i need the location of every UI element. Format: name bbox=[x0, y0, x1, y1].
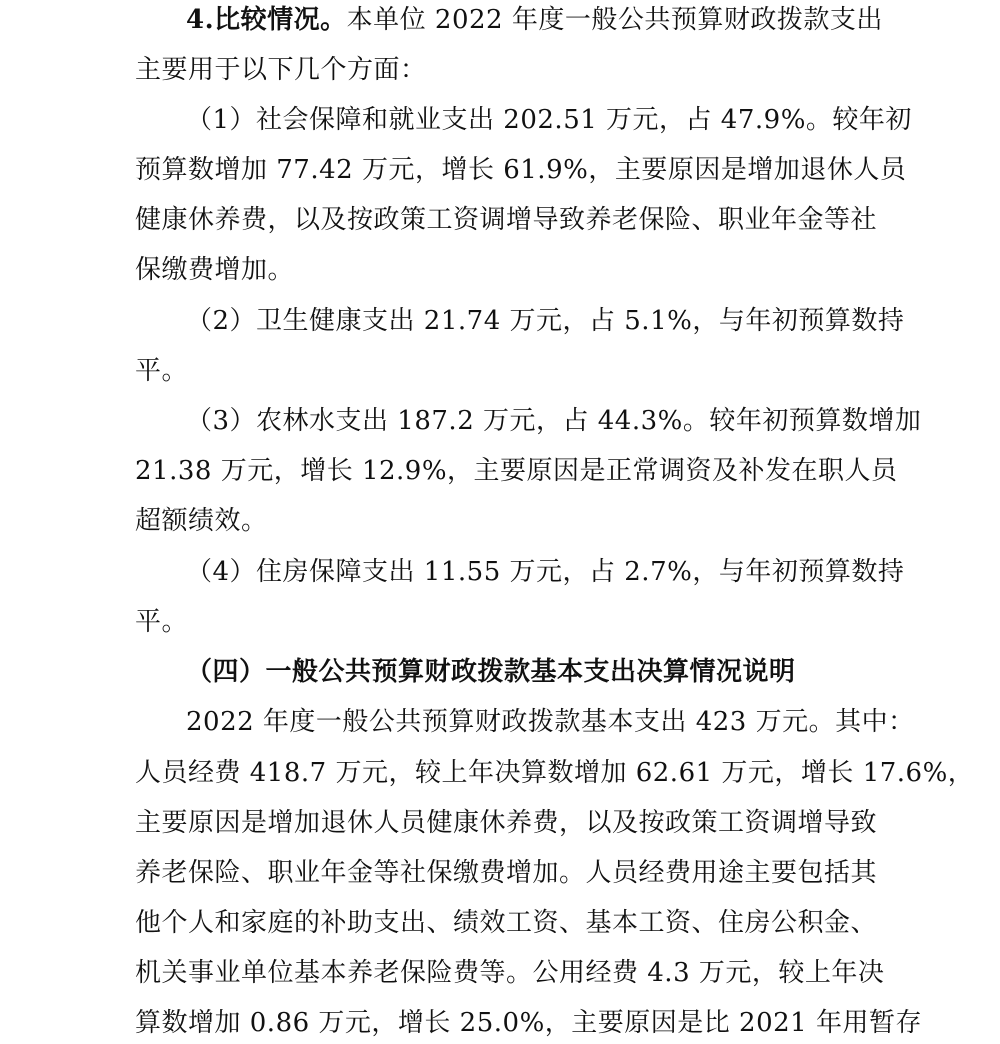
section-4-label: 4.比较情况。 bbox=[186, 5, 347, 35]
section-4-intro-line-2: 主要用于以下几个方面： bbox=[135, 55, 427, 85]
item-3-line-3: 超额绩效。 bbox=[135, 506, 268, 536]
section-four-body-line-7: 算数增加 0.86 万元，增长 25.0%，主要原因是比 2021 年用暂存 bbox=[135, 1008, 922, 1038]
section-four-body-line-4: 养老保险、职业年金等社保缴费增加。人员经费用途主要包括其 bbox=[135, 858, 878, 888]
item-3-line-1: （3）农林水支出 187.2 万元，占 44.3%。较年初预算数增加 bbox=[186, 406, 922, 436]
section-four-body-line-6: 机关事业单位基本养老保险费等。公用经费 4.3 万元，较上年决 bbox=[135, 958, 885, 988]
item-1-line-2: 预算数增加 77.42 万元，增长 61.9%，主要原因是增加退休人员 bbox=[135, 155, 907, 185]
section-four-heading: （四）一般公共预算财政拨款基本支出决算情况说明 bbox=[186, 657, 796, 687]
item-3-line-2: 21.38 万元，增长 12.9%，主要原因是正常调资及补发在职人员 bbox=[135, 456, 898, 486]
section-four-body-line-1: 2022 年度一般公共预算财政拨款基本支出 423 万元。其中： bbox=[186, 707, 915, 737]
item-2-line-1: （2）卫生健康支出 21.74 万元，占 5.1%，与年初预算数持 bbox=[186, 306, 905, 336]
section-4-intro-line-1 bbox=[186, 3, 883, 37]
section-4-intro-text: 本单位 2022 年度一般公共预算财政拨款支出 bbox=[346, 5, 883, 35]
item-2-line-2: 平。 bbox=[135, 356, 189, 386]
section-four-body-line-5: 他个人和家庭的补助支出、绩效工资、基本工资、住房公积金、 bbox=[135, 908, 878, 938]
item-1-line-4: 保缴费增加。 bbox=[135, 255, 295, 285]
section-four-body-line-3: 主要原因是增加退休人员健康休养费，以及按政策工资调增导致 bbox=[135, 808, 878, 838]
item-1-line-3: 健康休养费，以及按政策工资调增导致养老保险、职业年金等社 bbox=[135, 205, 878, 235]
section-four-body-line-2: 人员经费 418.7 万元，较上年决算数增加 62.61 万元，增长 17.6%， bbox=[135, 758, 975, 788]
item-4-line-2: 平。 bbox=[135, 607, 189, 637]
item-1-line-1: （1）社会保障和就业支出 202.51 万元，占 47.9%。较年初 bbox=[186, 105, 912, 135]
item-4-line-1: （4）住房保障支出 11.55 万元，占 2.7%，与年初预算数持 bbox=[186, 557, 905, 587]
